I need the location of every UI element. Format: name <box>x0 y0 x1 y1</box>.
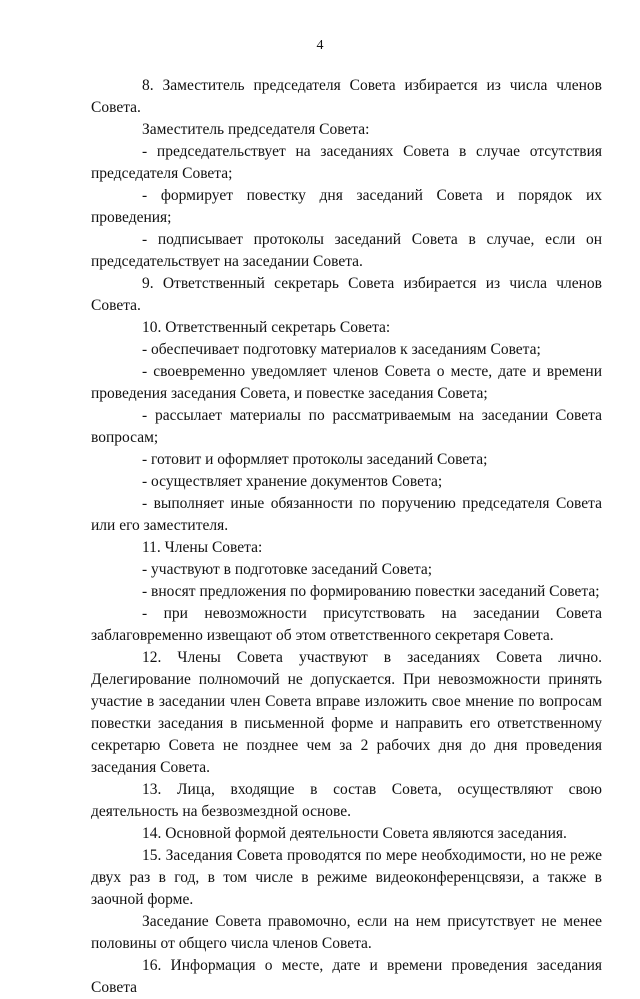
document-body <box>91 75 602 999</box>
paragraph-quorum: Заседание Совета правомочно, если на нем присутствует не менее половины от общего числа членов Совета. <box>91 913 602 952</box>
paragraph-10: 10. Ответственный секретарь Совета: <box>142 319 391 336</box>
paragraph-member-duty-3: - при невозможности присутствовать на заседании Совета заблаговременно извещают об этом ответственного секретаря Совета. <box>91 605 602 644</box>
paragraph-14: 14. Основной формой деятельности Совета являются заседания. <box>142 825 567 842</box>
paragraph-secretary-duty-5: - осуществляет хранение документов Совета; <box>142 473 443 490</box>
paragraph-deputy-duty-1: - председательствует на заседаниях Совета в случае отсутствия председателя Совета; <box>91 143 602 182</box>
paragraph-12: 12. Члены Совета участвуют в заседаниях Совета лично. Делегирование полномочий не допускается. При невозможности принять участие в заседании член Совета вправе изложить свое мнение по вопросам повестки заседания в письменной форме и направить его ответственному секретарю Совета не позднее чем за 2 рабочих дня до дня проведения заседания Совета. <box>91 649 602 776</box>
paragraph-secretary-duty-6: - выполняет иные обязанности по поручению председателя Совета или его заместителя. <box>91 495 602 534</box>
paragraph-member-duty-1: - участвуют в подготовке заседаний Совета; <box>142 561 433 578</box>
paragraph-16: 16. Информация о месте, дате и времени проведения заседания Совета <box>91 957 602 996</box>
paragraph-secretary-duty-3: - рассылает материалы по рассматриваемым на заседании Совета вопросам; <box>91 407 602 446</box>
paragraph-deputy-heading: Заместитель председателя Совета: <box>142 121 370 138</box>
paragraph-deputy-duty-2: - формирует повестку дня заседаний Совета и порядок их проведения; <box>91 187 602 226</box>
paragraph-15: 15. Заседания Совета проводятся по мере необходимости, но не реже двух раз в год, в том числе в режиме видеоконференцсвязи, а также в заочной форме. <box>91 847 602 908</box>
paragraph-deputy-duty-3: - подписывает протоколы заседаний Совета в случае, если он председательствует на заседании Совета. <box>91 231 602 270</box>
paragraph-secretary-duty-1: - обеспечивает подготовку материалов к заседаниям Совета; <box>142 341 541 358</box>
paragraph-13: 13. Лица, входящие в состав Совета, осуществляют свою деятельность на безвозмездной основе. <box>91 781 602 820</box>
paragraph-member-duty-2: - вносят предложения по формированию повестки заседаний Совета; <box>142 583 600 600</box>
page-number: 4 <box>316 38 324 53</box>
paragraph-9: 9. Ответственный секретарь Совета избирается из числа членов Совета. <box>91 275 602 314</box>
paragraph-8: 8. Заместитель председателя Совета избирается из числа членов Совета. <box>91 77 602 116</box>
paragraph-secretary-duty-4: - готовит и оформляет протоколы заседаний Совета; <box>142 451 488 468</box>
paragraph-secretary-duty-2: - своевременно уведомляет членов Совета о месте, дате и времени проведения заседания Совета, и повестке заседания Совета; <box>91 363 602 402</box>
paragraph-11: 11. Члены Совета: <box>142 539 263 556</box>
